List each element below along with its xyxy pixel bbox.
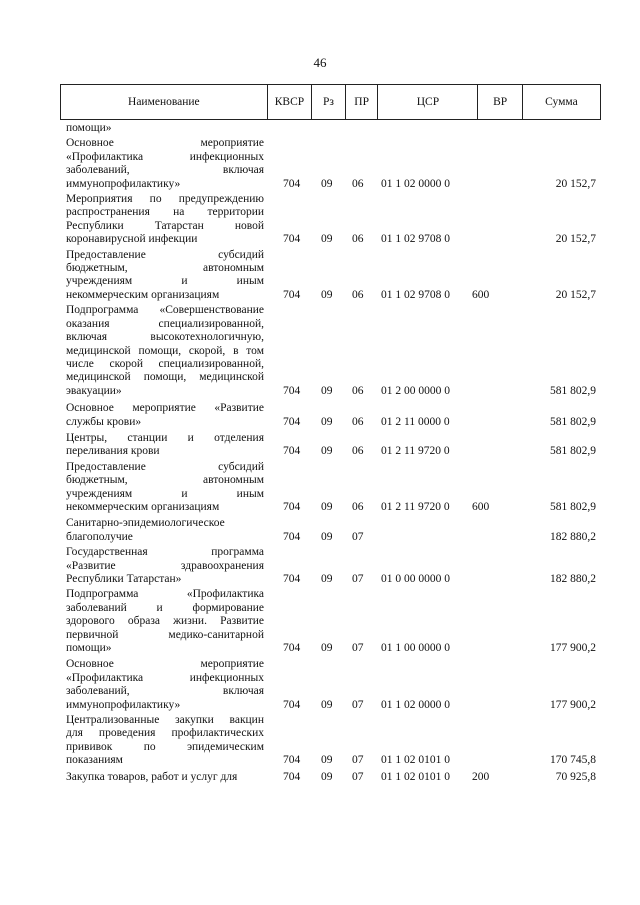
header-kvsr: КВСР	[267, 85, 312, 119]
row-pr: 07	[352, 698, 364, 711]
row-pr: 06	[352, 415, 364, 428]
row-csr: 01 1 00 0000 0	[381, 642, 450, 655]
header-pr: ПР	[345, 85, 378, 119]
row-rz: 09	[321, 530, 333, 543]
row-name-line: Республики Татарстан»	[66, 573, 182, 585]
row-rz: 09	[321, 415, 333, 428]
row-pr: 06	[352, 233, 364, 246]
row-kvsr: 704	[283, 445, 301, 458]
row-kvsr: 704	[283, 177, 301, 190]
row-name-line: «Профилактика инфекционных	[66, 150, 264, 163]
row-kvsr: 704	[283, 288, 301, 301]
row-name-line: бюджетным, автономным	[66, 474, 264, 487]
row-name-line: «Профилактика инфекционных	[66, 671, 264, 684]
row-name-line: Центры, станции и отделения	[66, 431, 264, 444]
row-sum: 182 880,2	[550, 530, 596, 543]
row-name-line: Основное мероприятие	[66, 137, 264, 150]
header-csr: ЦСР	[377, 85, 477, 119]
row-kvsr: 704	[283, 530, 301, 543]
row-name-line: заболеваний, включая	[66, 685, 264, 698]
row-name-line: для проведения профилактических	[66, 727, 264, 740]
row-name	[66, 122, 264, 135]
row-name	[66, 658, 264, 712]
table-row	[66, 304, 596, 398]
row-name	[66, 588, 264, 655]
row-name-line: иммунопрофилактику»	[66, 698, 181, 711]
table-body	[66, 120, 596, 784]
row-sum: 581 802,9	[550, 415, 596, 428]
row-name	[66, 402, 264, 429]
row-rz: 09	[321, 573, 333, 585]
table-header	[60, 84, 601, 120]
row-pr: 07	[352, 573, 364, 585]
table-row	[66, 588, 596, 655]
row-name-line: Предоставление субсидий	[66, 460, 264, 473]
row-sum: 20 152,7	[555, 233, 596, 246]
row-vr: 600	[472, 500, 490, 513]
row-name-line: медицинской помощи, медицинской	[66, 371, 264, 384]
row-rz: 09	[321, 177, 333, 190]
row-rz: 09	[321, 642, 333, 655]
row-name	[66, 546, 264, 586]
row-csr: 01 2 11 9720 0	[381, 445, 450, 458]
row-kvsr: 704	[283, 698, 301, 711]
row-pr: 07	[352, 530, 364, 543]
row-name-line: Санитарно-эпидемиологическое	[66, 517, 225, 530]
row-sum: 581 802,9	[550, 384, 596, 397]
table-row	[66, 249, 596, 303]
row-name-line: иммунопрофилактику»	[66, 177, 181, 190]
row-name	[66, 249, 264, 303]
row-rz: 09	[321, 500, 333, 513]
row-name-line: Основное мероприятие «Развитие	[66, 402, 264, 415]
row-name-line: Предоставление субсидий	[66, 248, 264, 261]
table-row	[66, 461, 596, 515]
table-row	[66, 137, 596, 191]
row-name-line: Республики Татарстан новой	[66, 219, 264, 232]
row-name	[66, 771, 264, 784]
row-name	[66, 432, 264, 459]
row-kvsr: 704	[283, 642, 301, 655]
row-name-line: службы крови»	[66, 415, 142, 428]
table-row	[66, 771, 596, 784]
row-kvsr: 704	[283, 573, 301, 585]
table-row	[66, 122, 596, 135]
table-row	[66, 714, 596, 768]
row-sum: 70 925,8	[555, 770, 596, 783]
table-row	[66, 658, 596, 712]
row-csr: 01 1 02 9708 0	[381, 288, 450, 301]
row-name-line: переливания крови	[66, 445, 160, 458]
row-name	[66, 714, 264, 768]
row-kvsr: 704	[283, 500, 301, 513]
row-name-line: Государственная программа	[66, 546, 264, 559]
row-name-line: включая высокотехнологичную,	[66, 331, 264, 344]
row-name-line: эвакуации»	[66, 384, 122, 397]
header-sum: Сумма	[522, 85, 600, 119]
row-name-line: помощи»	[66, 642, 112, 655]
row-sum: 20 152,7	[555, 288, 596, 301]
page-number: 46	[313, 55, 327, 70]
row-sum: 177 900,2	[550, 642, 596, 655]
row-name-line: коронавирусной инфекции	[66, 233, 198, 246]
row-rz: 09	[321, 384, 333, 397]
row-name-line: Подпрограмма «Профилактика	[66, 588, 264, 601]
row-kvsr: 704	[283, 754, 301, 767]
row-name-line: Основное мероприятие	[66, 658, 264, 671]
row-name	[66, 517, 264, 544]
row-name-line: распространения на территории	[66, 206, 264, 219]
row-sum: 182 880,2	[550, 573, 596, 585]
header-rz: Рз	[311, 85, 345, 119]
row-pr: 06	[352, 500, 364, 513]
row-kvsr: 704	[283, 384, 301, 397]
row-name-line: «Развитие здравоохранения	[66, 559, 264, 572]
row-sum: 581 802,9	[550, 445, 596, 458]
row-pr: 06	[352, 177, 364, 190]
row-kvsr: 704	[283, 415, 301, 428]
row-csr: 01 1 02 0000 0	[381, 698, 450, 711]
table-row	[66, 193, 596, 247]
row-name-line: учреждениям и иным	[66, 487, 264, 500]
row-rz: 09	[321, 754, 333, 767]
row-csr: 01 1 02 0101 0	[381, 770, 450, 783]
header-vr: ВР	[477, 85, 522, 119]
row-name-line: Централизованные закупки вакцин	[66, 714, 264, 727]
row-name	[66, 461, 264, 515]
row-csr: 01 2 11 0000 0	[381, 415, 450, 428]
row-csr: 01 2 11 9720 0	[381, 500, 450, 513]
row-name-line: медицинской помощи, скорой, в том	[66, 344, 264, 357]
row-csr: 01 1 02 9708 0	[381, 233, 450, 246]
row-kvsr: 704	[283, 770, 301, 783]
row-name-line: оказания специализированной,	[66, 317, 264, 330]
row-csr: 01 1 02 0000 0	[381, 177, 450, 190]
row-name-line: прививок по эпидемическим	[66, 740, 264, 753]
row-name-line: помощи»	[66, 122, 112, 134]
row-name-line: показаниям	[66, 754, 123, 767]
row-rz: 09	[321, 698, 333, 711]
row-name	[66, 137, 264, 191]
row-name-line: бюджетным, автономным	[66, 262, 264, 275]
row-name-line: Закупка товаров, работ и услуг для	[66, 770, 238, 783]
row-name-line: Подпрограмма «Совершенствование	[66, 304, 264, 317]
row-name	[66, 193, 264, 247]
row-csr: 01 2 00 0000 0	[381, 384, 450, 397]
row-name-line: Мероприятия по предупреждению	[66, 193, 264, 206]
row-pr: 07	[352, 754, 364, 767]
row-name-line: некоммерческим организациям	[66, 500, 220, 513]
row-sum: 581 802,9	[550, 500, 596, 513]
header-name: Наименование	[128, 96, 200, 108]
row-pr: 06	[352, 445, 364, 458]
row-name-line: числе скорой специализированной,	[66, 357, 264, 370]
row-pr: 06	[352, 288, 364, 301]
row-rz: 09	[321, 770, 333, 783]
row-pr: 06	[352, 384, 364, 397]
row-name-line: здорового образа жизни. Развитие	[66, 615, 264, 628]
row-vr: 600	[472, 288, 490, 301]
row-name-line: заболеваний, включая	[66, 164, 264, 177]
row-pr: 07	[352, 770, 364, 783]
row-name-line: учреждениям и иным	[66, 275, 264, 288]
row-rz: 09	[321, 233, 333, 246]
table-row	[66, 546, 596, 586]
row-name-line: заболеваний и формирование	[66, 601, 264, 614]
row-kvsr: 704	[283, 233, 301, 246]
table-row	[66, 432, 596, 459]
row-name-line: первичной медико-санитарной	[66, 628, 264, 641]
row-pr: 07	[352, 642, 364, 655]
row-sum: 177 900,2	[550, 698, 596, 711]
row-csr: 01 0 00 0000 0	[381, 573, 450, 585]
row-vr: 200	[472, 770, 490, 783]
row-name-line: некоммерческим организациям	[66, 288, 220, 301]
row-sum: 170 745,8	[550, 754, 596, 767]
row-rz: 09	[321, 288, 333, 301]
table-row	[66, 517, 596, 544]
row-csr: 01 1 02 0101 0	[381, 754, 450, 767]
row-sum: 20 152,7	[555, 177, 596, 190]
row-name	[66, 304, 264, 398]
table-row	[66, 402, 596, 429]
row-rz: 09	[321, 445, 333, 458]
row-name-line: благополучие	[66, 530, 133, 543]
